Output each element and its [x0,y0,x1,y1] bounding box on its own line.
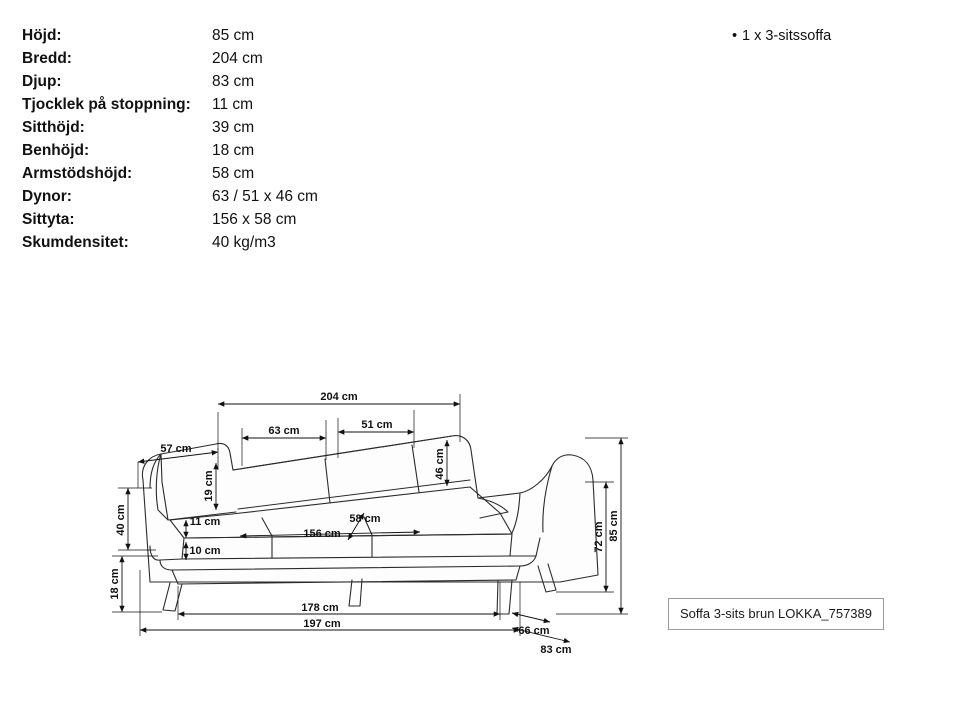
dim-58: 58 cm [349,513,381,525]
dim-83: 83 cm [540,644,572,656]
product-caption-label: Soffa 3-sits brun LOKKA_757389 [680,606,872,621]
dim-66: 66 cm [518,625,550,637]
dim-72: 72 cm [593,521,605,553]
bullet-icon: • [732,28,738,44]
table-row [22,162,318,185]
dim-156: 156 cm [303,528,341,540]
dim-178: 178 cm [301,602,339,614]
table-row [22,47,318,70]
table-row [22,185,318,208]
package-contents [732,26,831,46]
spec-value: 58 cm [212,165,255,182]
spec-label: Höjd: [22,27,62,44]
spec-value: 63 / 51 x 46 cm [212,188,318,205]
table-row [22,139,318,162]
spec-value: 18 cm [212,142,255,159]
spec-value: 204 cm [212,50,263,67]
dim-18: 18 cm [109,568,121,600]
table-row [22,70,318,93]
spec-value: 11 cm [212,96,254,113]
dim-11: 11 cm [189,516,221,528]
spec-label: Dynor: [22,188,72,205]
dim-46: 46 cm [434,448,446,480]
dim-204: 204 cm [320,391,358,403]
table-row [22,231,318,254]
dim-10: 10 cm [189,545,221,557]
dim-63: 63 cm [268,425,300,437]
spec-value: 39 cm [212,119,255,136]
table-row [22,208,318,231]
table-row [22,24,318,47]
dim-19: 19 cm [203,470,215,502]
contents-label: 1 x 3-sitssoffa [742,28,832,44]
dim-40: 40 cm [115,504,127,536]
sofa-technical-drawing [0,370,700,670]
dim-197: 197 cm [303,618,341,630]
specification-table [22,24,318,254]
spec-value: 156 x 58 cm [212,211,297,228]
spec-value: 85 cm [212,27,255,44]
spec-label: Armstödshöjd: [22,165,133,182]
dim-51: 51 cm [361,419,393,431]
spec-label: Bredd: [22,50,72,67]
dim-85: 85 cm [608,510,620,542]
spec-value: 83 cm [212,73,255,90]
product-caption [668,598,884,630]
spec-label: Djup: [22,73,62,90]
spec-label: Sittyta: [22,211,75,228]
spec-label: Tjocklek på stoppning: [22,96,191,113]
table-row [22,93,318,116]
spec-value: 40 kg/m3 [212,234,276,251]
spec-label: Skumdensitet: [22,234,129,251]
spec-label: Sitthöjd: [22,119,85,136]
dim-57: 57 cm [160,443,192,455]
spec-label: Benhöjd: [22,142,90,159]
table-row [22,116,318,139]
